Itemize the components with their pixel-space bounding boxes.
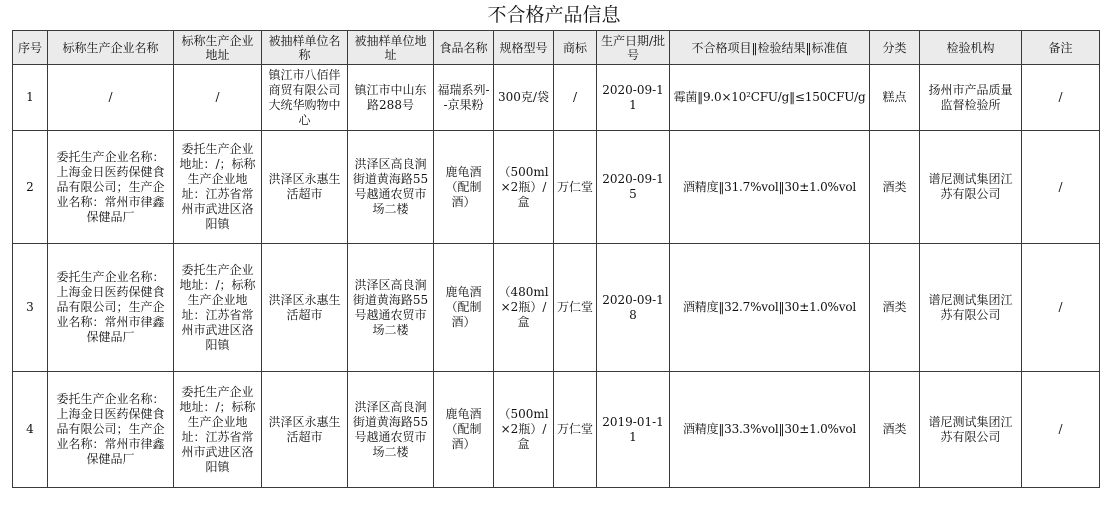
header-cell: 不合格项目‖检验结果‖标准值	[670, 31, 870, 65]
header-cell: 序号	[13, 31, 48, 65]
table-cell: 委托生产企业地址：/；标称生产企业地址：江苏省常州市武进区洛阳镇	[174, 244, 262, 372]
table-cell: 洪泽区永惠生活超市	[262, 372, 348, 488]
header-cell: 标称生产企业地址	[174, 31, 262, 65]
table-row	[13, 244, 1100, 372]
table-cell: 4	[13, 372, 48, 488]
table-cell: （500ml×2瓶）/盒	[494, 131, 554, 244]
table-cell: 鹿龟酒（配制酒）	[434, 131, 494, 244]
table-cell: 委托生产企业名称：上海金日医药保健食品有限公司；生产企业名称：常州市律鑫保健品厂	[48, 372, 174, 488]
table-cell: 2	[13, 131, 48, 244]
header-cell: 检验机构	[920, 31, 1022, 65]
table-cell: 酒精度‖32.7%vol‖30±1.0%vol	[670, 244, 870, 372]
table-cell: 福瑞系列--京果粉	[434, 65, 494, 131]
table-cell: 谱尼测试集团江苏有限公司	[920, 244, 1022, 372]
table-cell: 谱尼测试集团江苏有限公司	[920, 131, 1022, 244]
table-cell: 洪泽区高良涧街道黄海路55号越通农贸市场二楼	[348, 131, 434, 244]
table-cell: 2020-09-18	[597, 244, 670, 372]
table-cell: 万仁堂	[554, 131, 597, 244]
table-cell: 300克/袋	[494, 65, 554, 131]
header-cell: 生产日期/批号	[597, 31, 670, 65]
table-cell: 扬州市产品质量监督检验所	[920, 65, 1022, 131]
header-row	[13, 31, 1100, 65]
table-cell: 3	[13, 244, 48, 372]
table-cell: 万仁堂	[554, 244, 597, 372]
product-table	[12, 30, 1100, 488]
table-cell: 鹿龟酒（配制酒）	[434, 244, 494, 372]
header-cell: 标称生产企业名称	[48, 31, 174, 65]
table-cell: 委托生产企业地址：/；标称生产企业地址：江苏省常州市武进区洛阳镇	[174, 372, 262, 488]
table-cell: 委托生产企业名称：上海金日医药保健食品有限公司；生产企业名称：常州市律鑫保健品厂	[48, 244, 174, 372]
table-cell: /	[48, 65, 174, 131]
table-cell: 洪泽区永惠生活超市	[262, 131, 348, 244]
table-cell: 酒精度‖33.3%vol‖30±1.0%vol	[670, 372, 870, 488]
table-cell: 镇江市八佰伴商贸有限公司大统华购物中心	[262, 65, 348, 131]
table-cell: 糕点	[870, 65, 920, 131]
header-cell: 备注	[1022, 31, 1100, 65]
table-cell: 2020-09-15	[597, 131, 670, 244]
table-cell: 酒类	[870, 244, 920, 372]
table-cell: 酒精度‖31.7%vol‖30±1.0%vol	[670, 131, 870, 244]
table-cell: 鹿龟酒（配制酒）	[434, 372, 494, 488]
table-cell: （500ml×2瓶）/盒	[494, 372, 554, 488]
table-cell: /	[1022, 131, 1100, 244]
table-cell: /	[174, 65, 262, 131]
header-cell: 商标	[554, 31, 597, 65]
table-row	[13, 372, 1100, 488]
table-cell: 酒类	[870, 372, 920, 488]
header-cell: 分类	[870, 31, 920, 65]
table-cell: 委托生产企业地址：/；标称生产企业地址：江苏省常州市武进区洛阳镇	[174, 131, 262, 244]
page-title: 不合格产品信息	[487, 4, 621, 26]
table-cell: 镇江市中山东路288号	[348, 65, 434, 131]
table-cell: 万仁堂	[554, 372, 597, 488]
header-cell: 规格型号	[494, 31, 554, 65]
table-cell: 洪泽区高良涧街道黄海路55号越通农贸市场二楼	[348, 372, 434, 488]
table-cell: 霉菌‖9.0×10²CFU/g‖≤150CFU/g	[670, 65, 870, 131]
table-cell: 酒类	[870, 131, 920, 244]
table-row	[13, 65, 1100, 131]
table-cell: /	[554, 65, 597, 131]
table-cell: 1	[13, 65, 48, 131]
header-cell: 被抽样单位地址	[348, 31, 434, 65]
header-cell: 被抽样单位名称	[262, 31, 348, 65]
table-cell: 洪泽区永惠生活超市	[262, 244, 348, 372]
table-cell: 委托生产企业名称：上海金日医药保健食品有限公司；生产企业名称：常州市律鑫保健品厂	[48, 131, 174, 244]
table-cell: 2020-09-11	[597, 65, 670, 131]
table-cell: 洪泽区高良涧街道黄海路55号越通农贸市场二楼	[348, 244, 434, 372]
table-row	[13, 131, 1100, 244]
table-cell: /	[1022, 372, 1100, 488]
header-cell: 食品名称	[434, 31, 494, 65]
table-cell: /	[1022, 244, 1100, 372]
table-cell: （480ml×2瓶）/盒	[494, 244, 554, 372]
table-cell: 2019-01-11	[597, 372, 670, 488]
table-cell: 谱尼测试集团江苏有限公司	[920, 372, 1022, 488]
table-cell: /	[1022, 65, 1100, 131]
